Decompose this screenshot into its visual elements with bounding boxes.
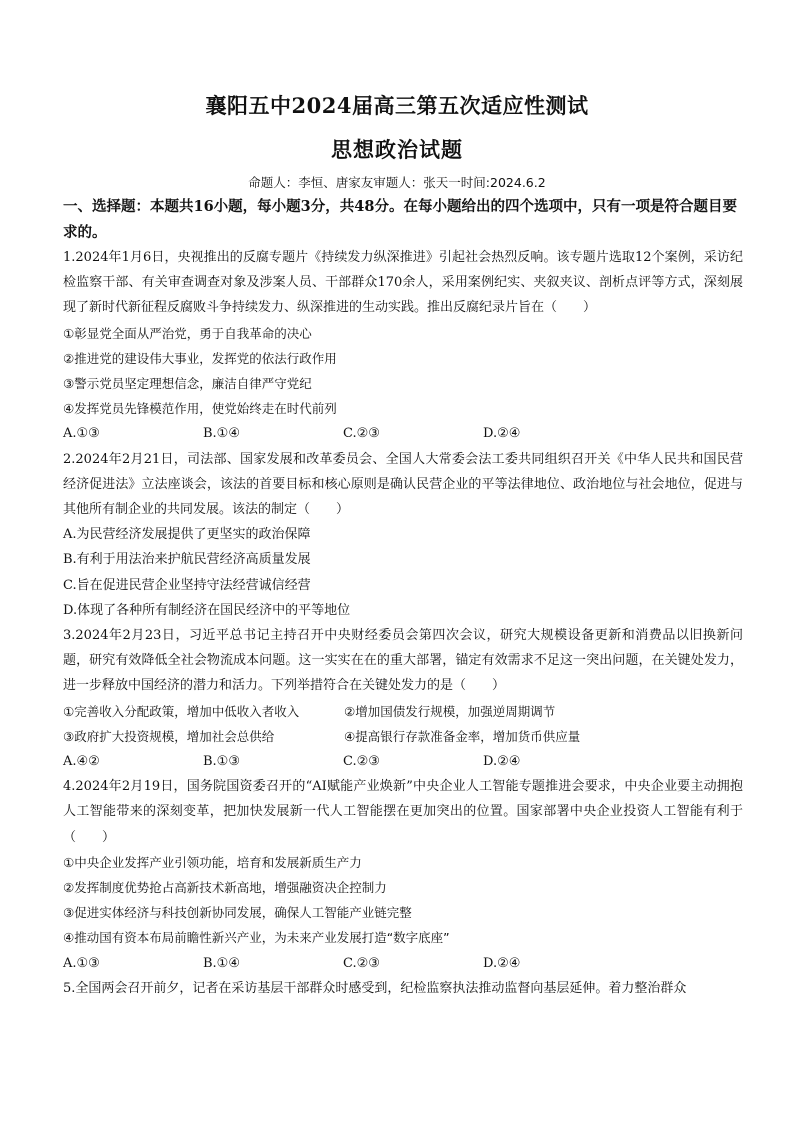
question-4-item: ③促进实体经济与科技创新协同发展，确保人工智能产业链完整	[63, 905, 412, 921]
choice-d: D.②④	[483, 754, 521, 770]
choice-b: B.①④	[203, 426, 240, 442]
question-3-items-row	[63, 724, 743, 749]
question-4-item: ②发挥制度优势抢占高新技术新高地，增强融资决企控制力	[63, 880, 387, 896]
question-3-item: ④提高银行存款准备金率，增加货币供应量	[344, 728, 581, 744]
question-1-choices	[63, 421, 743, 446]
question-2-choice: B.有利于用法治来护航民营经济高质量发展	[63, 552, 311, 568]
section-heading: 一、选择题：本题共16小题，每小题3分，共48分。在每小题给出的四个选项中，只有一项是符合题目要求的。	[63, 198, 737, 241]
question-1-item: ④发挥党员先锋模范作用，使党始终走在时代前列	[63, 401, 337, 417]
question-1-item: ①彰显党全面从严治党，勇于自我革命的决心	[63, 325, 312, 341]
question-4-item: ①中央企业发挥产业引领功能，培育和发展新质生产力	[63, 854, 362, 870]
choice-c: C.②③	[343, 955, 380, 971]
question-3-item: ②增加国债发行规模，加强逆周期调节	[344, 703, 556, 719]
question-4-stem: 4.2024年2月19日，国务院国资委召开的“AI赋能产业焕新”中央企业人工智能专题推进会要求，中央企业要主动拥抱人工智能带来的深刻变革，把加快发展新一代人工智能摆在更加突出的位置。国家部署中央企业投资人工智能有利于（ ）	[63, 779, 743, 845]
exam-body	[63, 194, 743, 1001]
question-4-item: ④推动国有资本布局前瞻性新兴产业，为未来产业发展打造“数字底座”	[63, 930, 450, 946]
exam-title: 襄阳五中2024届高三第五次适应性测试	[205, 93, 589, 118]
exam-authors: 命题人：李恒、唐家友审题人：张天一时间:2024.6.2	[248, 175, 546, 190]
exam-subtitle: 思想政治试题	[331, 137, 463, 162]
choice-a: A.④②	[63, 754, 100, 770]
question-1-item: ②推进党的建设伟大事业，发挥党的依法行政作用	[63, 350, 337, 366]
choice-a: A.①③	[63, 426, 100, 442]
question-2-choice: D.体现了各种所有制经济在国民经济中的平等地位	[63, 602, 351, 618]
choice-c: C.②③	[343, 754, 380, 770]
choice-d: D.②④	[483, 426, 521, 442]
question-2-stem: 2.2024年2月21日，司法部、国家发展和改革委员会、全国人大常委会法工委共同组织召开关《中华人民共和国民营经济促进法》立法座谈会，该法的首要目标和核心原则是确认民营企业的平等法律地位、政治地位与社会地位，促进与其他所有制企业的共同发展。该法的制定（ ）	[63, 451, 743, 518]
question-2-choice: A.为民营经济发展提供了更坚实的政治保障	[63, 527, 311, 543]
choice-d: D.②④	[483, 955, 521, 971]
question-1-item: ③警示党员坚定理想信念，廉洁自律严守党纪	[63, 376, 312, 392]
choice-c: C.②③	[343, 426, 380, 442]
choice-a: A.①③	[63, 955, 100, 971]
question-1-stem: 1.2024年1月6日，央视推出的反腐专题片《持续发力纵深推进》引起社会热烈反响。该专题片选取12个案例，采访纪检监察干部、有关审查调查对象及涉案人员、干部群众170余人，采用案例纪实、夹叙夹议、剖析点评等方式，深刻展现了新时代新征程反腐败斗争持续发力、纵深推进的生动实践。推出反腐纪录片旨在（ ）	[63, 250, 743, 316]
question-3-choices	[63, 749, 743, 774]
question-2-choice: C.旨在促进民营企业坚持守法经营诚信经营	[63, 577, 311, 593]
choice-b: B.①④	[203, 955, 240, 971]
question-3-item: ③政府扩大投资规模，增加社会总供给	[63, 728, 275, 744]
question-4-choices	[63, 951, 743, 976]
question-3-stem: 3.2024年2月23日，习近平总书记主持召开中央财经委员会第四次会议，研究大规模设备更新和消费品以旧换新问题，研究有效降低全社会物流成本问题。这一实实在在的重大部署，锚定有效需求不足这一突出问题，在关键处发力，进一步释放中国经济的潜力和活力。下列举措符合在关键处发力的是（ ）	[63, 628, 743, 694]
question-3-items-row	[63, 699, 743, 724]
question-5-stem: 5.全国两会召开前夕，记者在采访基层干部群众时感受到，纪检监察执法推动监督向基层延伸。着力整治群众	[63, 980, 687, 996]
choice-b: B.①③	[203, 754, 240, 770]
question-3-item: ①完善收入分配政策，增加中低收入者收入	[63, 703, 300, 719]
